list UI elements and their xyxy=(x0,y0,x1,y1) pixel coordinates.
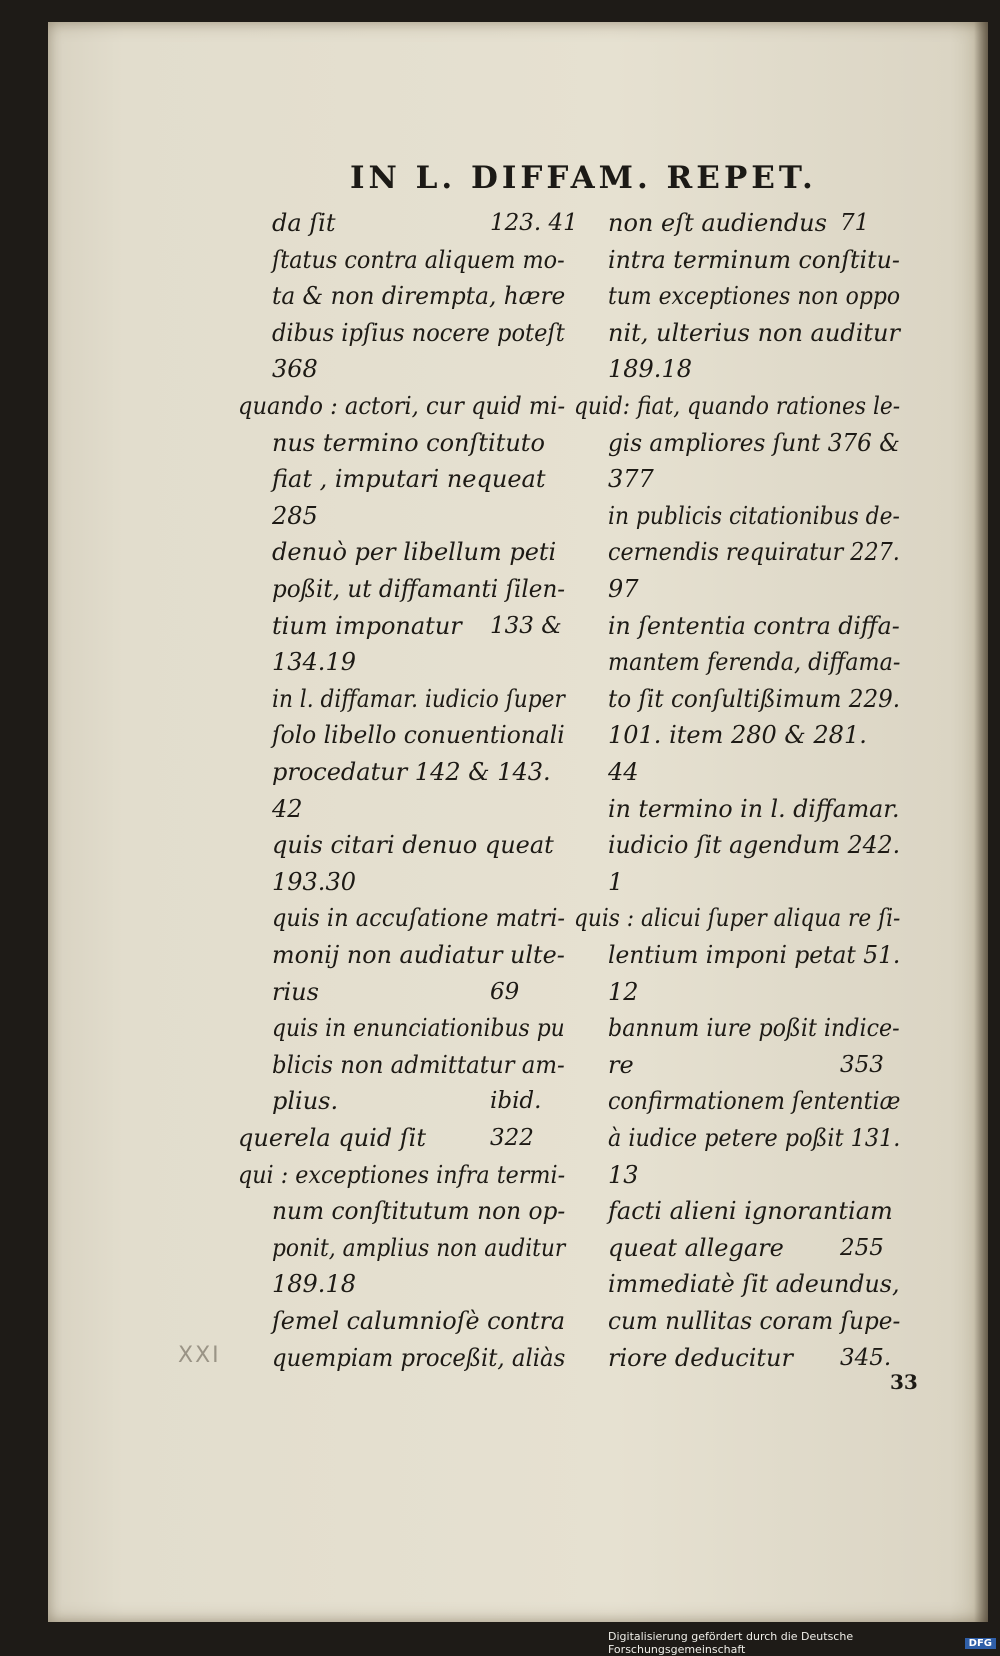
index-entry-line: in publicis citationibus de- xyxy=(608,501,900,530)
index-entry-line: rius xyxy=(272,977,319,1006)
index-entry-line: qui : exceptiones infra termi- xyxy=(238,1160,566,1189)
page-reference: 123. 41 xyxy=(490,210,578,236)
index-entry-line: tum exceptiones non oppo xyxy=(608,282,901,311)
index-entry-line: non eſt audiendus xyxy=(608,209,827,237)
index-entry-line: quempiam proceßit, aliàs xyxy=(272,1343,566,1372)
index-entry-line: ſtatus contra aliquem mo- xyxy=(272,245,565,274)
index-entry-line: da ſit xyxy=(272,209,336,237)
running-head: IN L. DIFFAM. REPET. xyxy=(350,160,817,196)
index-entry-line: quid: fiat, quando rationes le- xyxy=(574,392,901,420)
index-entry-line: cum nullitas coram ſupe- xyxy=(608,1307,901,1335)
index-entry-line: 12 xyxy=(608,977,639,1006)
page-reference: 255 xyxy=(840,1234,884,1261)
page-reference: 69 xyxy=(490,978,520,1005)
page-reference: 353 xyxy=(840,1051,884,1078)
index-entry-line: queat allegare xyxy=(608,1233,784,1262)
index-entry-line: ſemel calumnioſè contra xyxy=(272,1307,566,1335)
index-entry-line: à iudice petere poßit 131. xyxy=(608,1124,901,1152)
index-entry-line: 368 xyxy=(272,355,318,384)
index-entry-line: iudicio ſit agendum 242. xyxy=(608,831,901,860)
index-entry-line: lentium imponi petat 51. xyxy=(608,941,901,969)
index-entry-line: blicis non admittatur am- xyxy=(272,1050,565,1079)
index-entry-line: num conſtitutum non op- xyxy=(272,1197,566,1226)
index-entry-line: ſolo libello conuentionali xyxy=(272,721,565,750)
footer-credit: Digitalisierung gefördert durch die Deutsche Forschungsgemeinschaft xyxy=(608,1630,854,1656)
index-entry-line: nus termino conſtituto xyxy=(272,428,545,457)
digitization-footer xyxy=(608,1630,1000,1656)
index-entry-line: in l. diffamar. iudicio ſuper xyxy=(272,684,565,713)
index-entry-line: 44 xyxy=(608,758,639,786)
index-entry-line: 101. item 280 & 281. xyxy=(608,721,867,750)
index-entry-line: in termino in l. diffamar. xyxy=(608,794,900,823)
index-entry-line: re xyxy=(608,1050,634,1079)
index-entry-line: nit, ulterius non auditur xyxy=(608,318,900,347)
index-entry-line: quis in enunciationibus pu xyxy=(272,1014,565,1043)
index-entry-line: 42 xyxy=(272,794,303,823)
index-entry-line: mantem ferenda, diffama- xyxy=(608,648,901,677)
index-entry-line: in ſententia contra diffa- xyxy=(608,611,900,640)
index-entry-line: quando : actori, cur quid mi- xyxy=(238,392,566,420)
index-entry-line: denuò per libellum peti xyxy=(272,538,557,567)
index-entry-line: 193.30 xyxy=(272,867,356,896)
index-entry-line: querela quid ſit xyxy=(238,1124,427,1152)
index-entry-line: ponit, amplius non auditur xyxy=(272,1233,566,1262)
index-entry-line: quis citari denuo queat xyxy=(272,831,554,860)
index-entry-line: 97 xyxy=(608,575,639,603)
index-entry-line: tium imponatur xyxy=(272,611,462,640)
index-entry-line: 134.19 xyxy=(272,648,356,677)
index-entry-line: 285 xyxy=(272,501,318,530)
index-entry-line: procedatur 142 & 143. xyxy=(272,758,551,786)
index-entry-line: plius. xyxy=(272,1087,339,1116)
signature-mark: 33 xyxy=(890,1370,918,1394)
margin-stamp-mark: XXI xyxy=(178,1343,221,1368)
index-entry-line: fiat , imputari nequeat xyxy=(272,465,546,494)
index-entry-line: confirmationem ſententiæ xyxy=(608,1087,901,1116)
page-reference: 71 xyxy=(840,210,870,236)
index-entry-line: 13 xyxy=(608,1160,639,1189)
page-reference: ibid. xyxy=(490,1088,542,1115)
index-entry-line: bannum iure poßit indice- xyxy=(608,1014,900,1043)
index-entry-line: riore deducitur xyxy=(608,1343,793,1372)
index-entry-line: quis in accuſatione matri- xyxy=(272,904,566,933)
index-entry-line: dibus ipſius nocere poteſt xyxy=(272,318,565,347)
index-entry-line: cernendis requiratur 227. xyxy=(608,538,900,567)
page-reference: 133 & xyxy=(490,612,562,639)
index-entry-line: immediatè ſit adeundus, xyxy=(608,1270,900,1299)
index-entry-line: gis ampliores ſunt 376 & xyxy=(608,428,900,457)
index-entry-line: intra terminum conſtitu- xyxy=(608,245,900,274)
index-entry-line: 189.18 xyxy=(272,1270,356,1299)
index-entry-line: quis : alicui ſuper aliqua re ſi- xyxy=(574,904,901,933)
index-entry-line: facti alieni ignorantiam xyxy=(608,1197,893,1226)
page-reference: 322 xyxy=(490,1125,534,1151)
index-entry-line: 1 xyxy=(608,867,624,896)
index-entry-line: ta & non dirempta, hære xyxy=(272,282,566,311)
index-entry-line: poßit, ut diffamanti ſilen- xyxy=(272,575,566,603)
page-reference: 345. xyxy=(840,1344,892,1371)
index-entry-line: 377 xyxy=(608,465,654,494)
index-entry-line: to ſit conſultißimum 229. xyxy=(608,684,901,713)
index-entry-line: 189.18 xyxy=(608,355,692,384)
index-entry-line: monij non audiatur ulte- xyxy=(272,941,565,969)
dfg-logo: DFG xyxy=(965,1638,996,1649)
